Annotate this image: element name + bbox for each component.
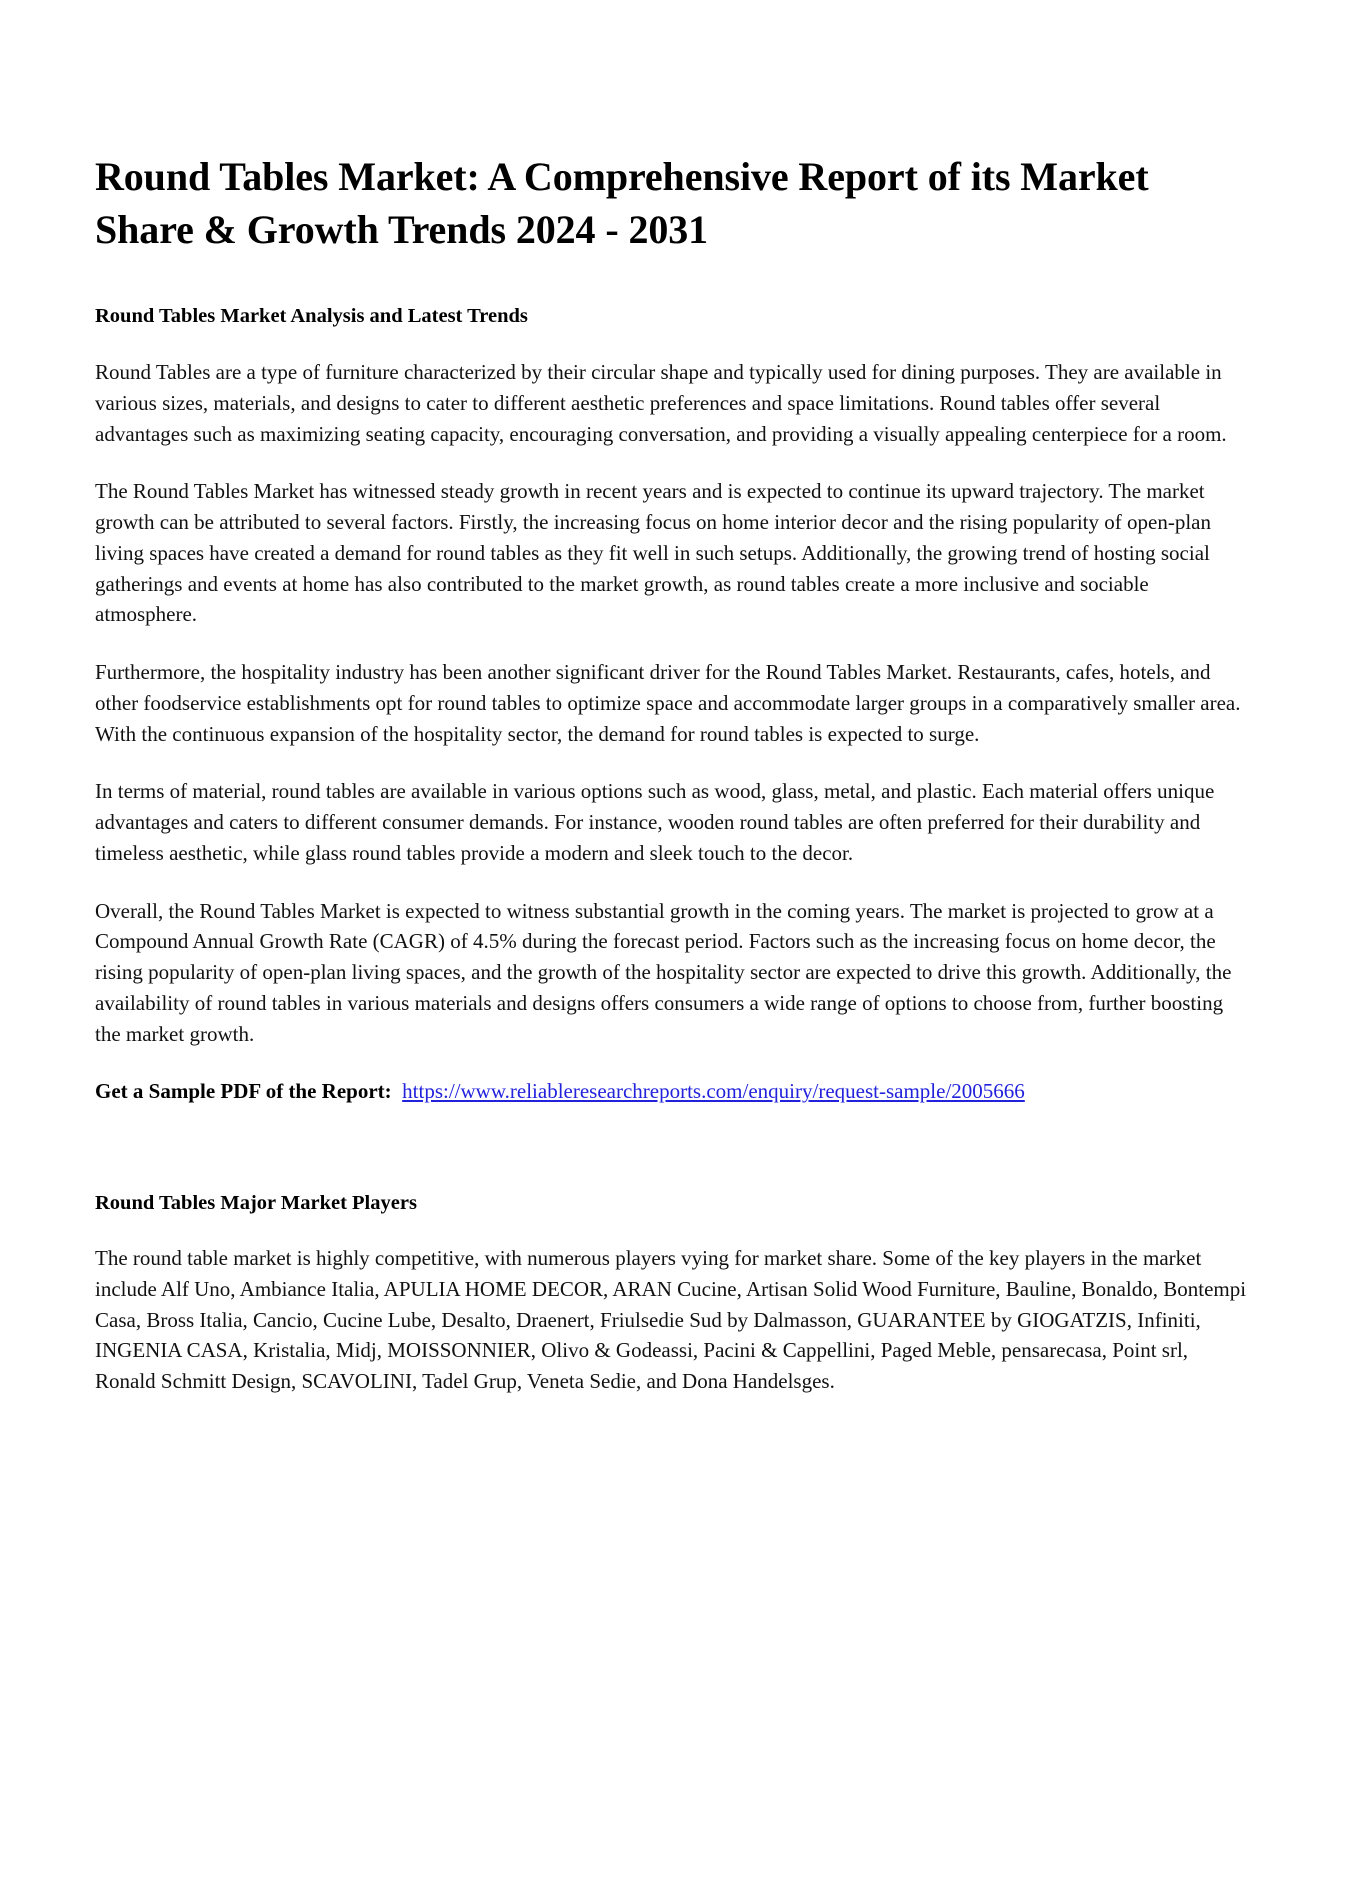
section-spacer [95, 1134, 1250, 1192]
paragraph-definition: Round Tables are a type of furniture characterized by their circular shape and typically used for dining purposes. They are available in various sizes, materials, and designs to cater to different aesthetic preferences and space limitations. Round tables offer several advantages such as maximizing seating capacity, encouraging conversation, and providing a visually appealing centerpiece for a room. [95, 360, 1227, 446]
paragraph-materials: In terms of material, round tables are available in various options such as wood, glass, metal, and plastic. Each material offers unique advantages and caters to different consumer demands. For instance, wooden round tables are often preferred for their durability and timeless aesthetic, while glass round tables provide a modern and sleek touch to the decor. [95, 779, 1215, 865]
sample-pdf-block [95, 1076, 1250, 1107]
paragraph-overall-outlook: Overall, the Round Tables Market is expected to witness substantial growth in the coming years. The market is projected to grow at a Compound Annual Growth Rate (CAGR) of 4.5% during the forecast period. Factors such as the increasing focus on home decor, the rising popularity of open-plan living spaces, and the growth of the hospitality sector are expected to drive this growth. Additionally, the availability of round tables in various materials and designs offers consumers a wide range of options to choose from, further boosting the market growth. [95, 898, 1232, 1046]
paragraph-market-growth: The Round Tables Market has witnessed steady growth in recent years and is expected to continue its upward trajectory. The market growth can be attributed to several factors. Firstly, the increasing focus on home interior decor and the rising popularity of open-plan living spaces have created a demand for round tables as they fit well in such setups. Additionally, the growing trend of hosting social gatherings and events at home has also contributed to the market growth, as round tables create a more inclusive and sociable atmosphere. [95, 479, 1211, 627]
paragraph-market-players: The round table market is highly competitive, with numerous players vying for market share. Some of the key players in the market include Alf Uno, Ambiance Italia, APULIA HOME DECOR, ARAN Cucine, Artisan Solid Wood Furniture, Bauline, Bonaldo, Bontempi Casa, Bross Italia, Cancio, Cucine Lube, Desalto, Draenert, Friulsedie Sud by Dalmasson, GUARANTEE by GIOGATZIS, Infiniti, INGENIA CASA, Kristalia, Midj, MOISSONNIER, Olivo & Godeassi, Pacini & Cappellini, Paged Meble, pensarecasa, Point srl, Ronald Schmitt Design, SCAVOLINI, Tadel Grup, Veneta Sedie, and Dona Handelsges. [95, 1246, 1247, 1394]
sample-pdf-label: Get a Sample PDF of the Report: [95, 1079, 392, 1104]
sample-pdf-link[interactable]: https://www.reliableresearchreports.com/enquiry/request-sample/2005666 [402, 1079, 1025, 1104]
players-section-heading: Round Tables Major Market Players [95, 1192, 417, 1215]
analysis-section-heading: Round Tables Market Analysis and Latest Trends [95, 305, 528, 328]
paragraph-hospitality: Furthermore, the hospitality industry has been another significant driver for the Round Tables Market. Restaurants, cafes, hotels, and other foodservice establishments opt for round tables to optimize space and accommodate larger groups in a comparatively smaller area. With the continuous expansion of the hospitality sector, the demand for round tables is expected to surge. [95, 660, 1241, 746]
page-title: Round Tables Market: A Comprehensive Report of its Market Share & Growth Trends 2024 - 2031 [95, 154, 1149, 253]
